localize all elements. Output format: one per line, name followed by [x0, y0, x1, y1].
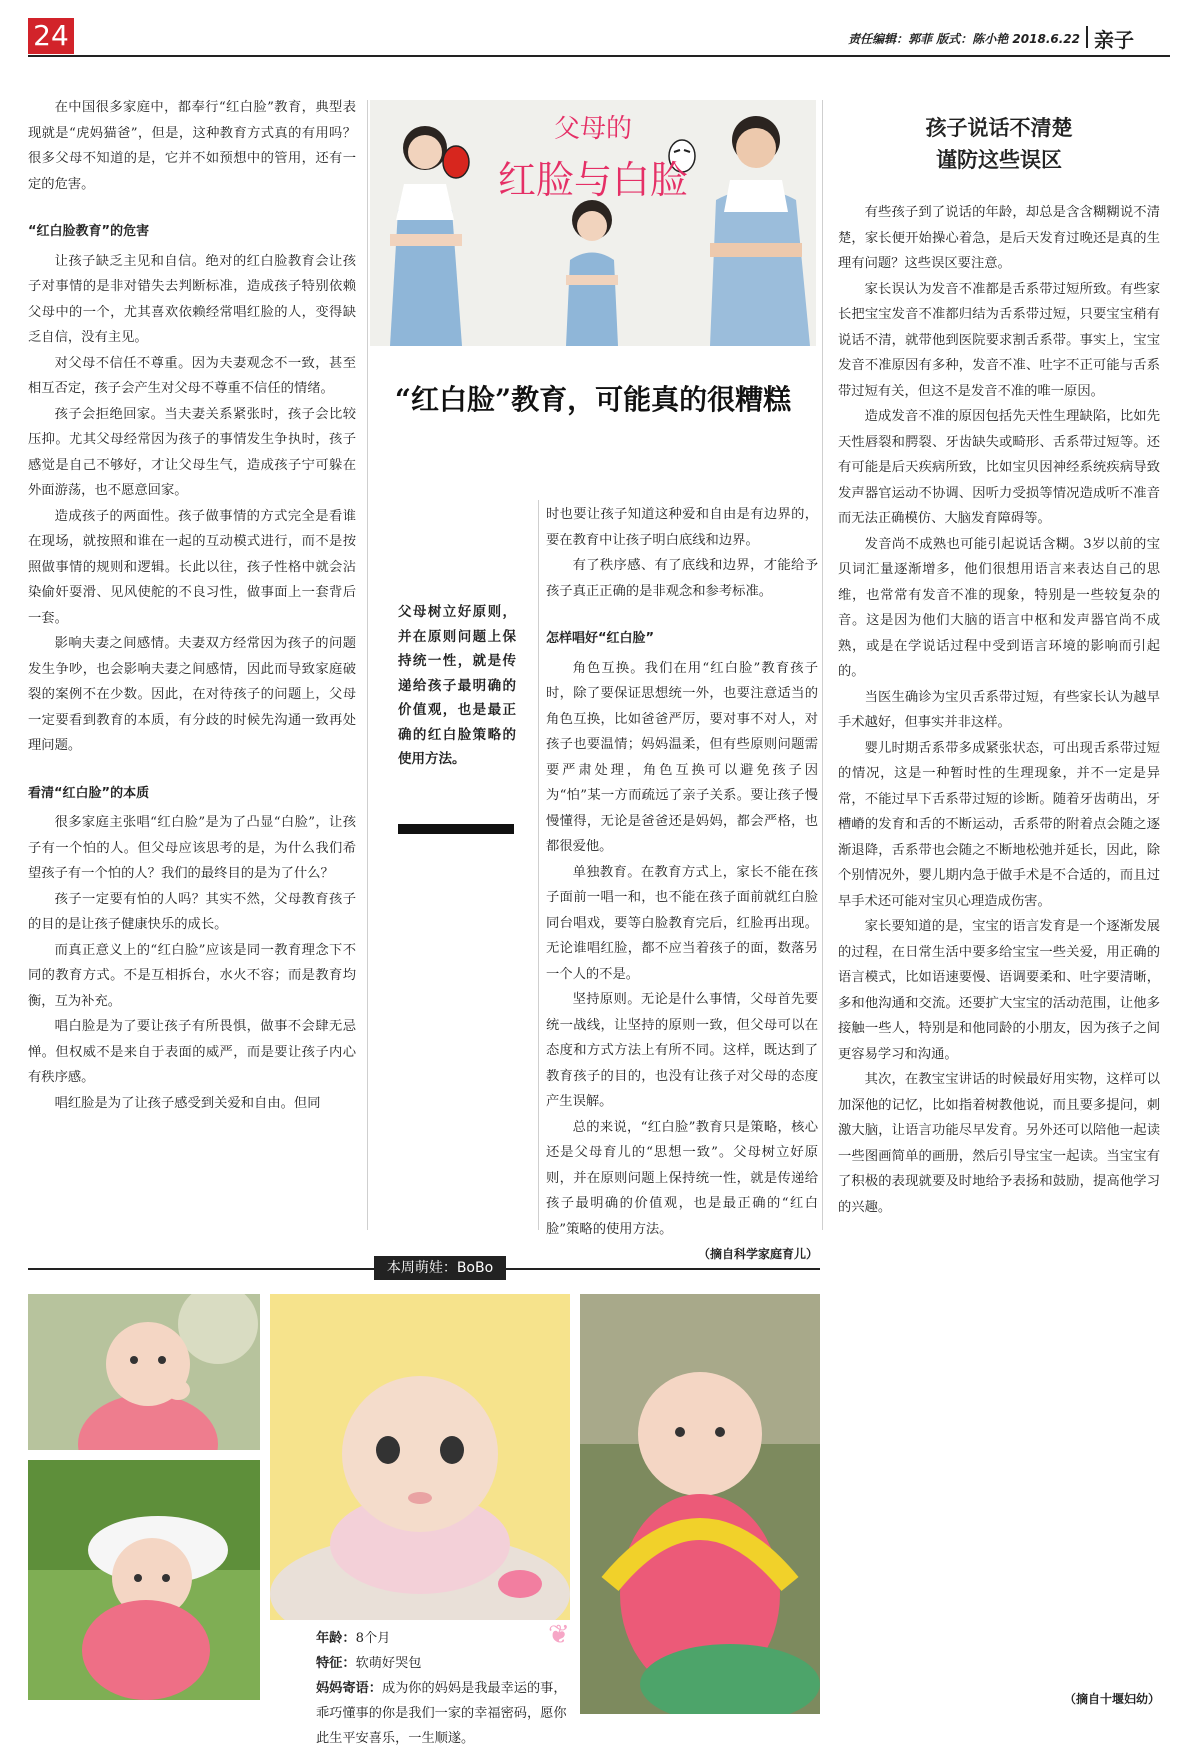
- paragraph: 发音尚不成熟也可能引起说话含糊。3岁以前的宝贝词汇量逐渐增多，他们很想用语言来表达自己的思维，也常常有发音不准的现象，特别是一些较复杂的音。这是因为他们大脑的语言中枢和发声器官尚不成熟，或是在学说话过程中受到语言环境的影响而引起的。: [838, 536, 1160, 679]
- paragraph: 影响夫妻之间感情。夫妻双方经常因为孩子的问题发生争吵，也会影响夫妻之间感情，因此而导致家庭破裂的案例不在少数。因此，在对待孩子的问题上，父母一定要看到教育的本质，有分歧的时候先沟通一致再处理问题。: [28, 636, 356, 753]
- paragraph: 其次，在教宝宝讲话的时候最好用实物，这样可以加深他的记忆，比如指着树教他说，而且要多提问，刺激大脑，让语言功能尽早发育。另外还可以陪他一起读一些图画简单的画册，然后引导宝宝一起读。当宝宝有了积极的表现就要及时地给予表扬和鼓励，提高他学习的兴趣。: [838, 1072, 1160, 1215]
- baby-photo-3: [270, 1294, 570, 1620]
- paragraph: 唱红脸是为了让孩子感受到关爱和自由。但同: [54, 1095, 321, 1111]
- paragraph: 对父母不信任不尊重。因为夫妻观念不一致，甚至相互否定，孩子会产生对父母不尊重不信任的情绪。: [28, 355, 356, 396]
- column-divider: [822, 100, 823, 1230]
- paragraph: 家长要知道的是，宝宝的语言发育是一个逐渐发展的过程，在日常生活中要多给宝宝一些关爱，用正确的语言模式，比如语速要慢、语调要柔和、吐字要清晰，多和他沟通和交流。还要扩大宝宝的活动范围，让他多接触一些人，特别是和他同龄的小朋友，因为孩子之间更容易学习和沟通。: [838, 919, 1160, 1062]
- mom-message: 妈妈寄语：成为你的妈妈是我最幸运的事，乖巧懂事的你是我们一家的幸福密码，愿你此生平安喜乐，一生顺遂。: [316, 1681, 567, 1746]
- page-number: 24: [28, 18, 74, 54]
- baby-photo-1: [28, 1294, 260, 1450]
- paragraph: 坚持原则。无论是什么事情，父母首先要统一战线，让坚持的原则一致，但父母可以在态度和方式方法上有所不同。这样，既达到了教育孩子的目的，也没有让孩子对父母的态度产生误解。: [546, 992, 818, 1109]
- section-heading-harm: “红白脸教育”的危害: [28, 224, 150, 239]
- side-article-title: [838, 112, 1160, 176]
- paragraph: 时也要让孩子知道这种爱和自由是有边界的，要在教育中让孩子明白底线和边界。: [546, 507, 818, 548]
- main-article-column-1: [28, 95, 356, 1116]
- hero-title: [370, 108, 816, 204]
- paragraph: 造成孩子的两面性。孩子做事情的方式完全是看谁在现场，就按照和谁在一起的互动模式进行，而不是按照做事情的规则和逻辑。长此以往，孩子性格中就会沾染偷奸耍滑、见风使舵的不良习性，做事面上一套背后一套。: [28, 508, 356, 626]
- baby-info: [316, 1626, 568, 1751]
- paragraph: 唱白脸是为了要让孩子有所畏惧，做事不会肆无忌惮。但权威不是来自于表面的威严，而是要让孩子内心有秩序感。: [28, 1019, 356, 1085]
- side-article-body: [838, 200, 1160, 1220]
- bobo-section-label: 本周萌娃：BoBo: [374, 1256, 506, 1280]
- paragraph: 家长误认为发音不准都是舌系带过短所致。有些家长把宝宝发音不准都归结为舌系带过短，只要宝宝稍有说话不清，就带他到医院要求割舌系带。事实上，宝宝发音不准原因有多种，发音不准、吐字不正可能与舌系带过短有关，但这不是发音不准的唯一原因。: [838, 281, 1160, 399]
- column-divider: [367, 100, 368, 1230]
- baby-photo-2: [28, 1460, 260, 1700]
- paragraph: 有些孩子到了说话的年龄，却总是含含糊糊说不清楚，家长便开始操心着急，是后天发育过晚还是真的生理有问题？这些误区要注意。: [838, 205, 1160, 271]
- column-divider: [538, 500, 539, 1230]
- baby-age: 年龄：8个月: [316, 1631, 391, 1646]
- pull-quote: 父母树立好原则，并在原则问题上保持统一性，就是传递给孩子最明确的价值观，也是最正确的红白脸策略的使用方法。: [398, 604, 516, 767]
- baby-trait: 特征：软萌好哭包: [316, 1656, 422, 1671]
- baby-photo-4: [580, 1294, 820, 1714]
- paragraph: 造成发音不准的原因包括先天性生理缺陷，比如先天性唇裂和腭裂、牙齿缺失或畸形、舌系带过短等。还有可能是后天疾病所致，比如宝贝因神经系统疾病导致发声器官运动不协调、因听力受损等情况造成听不准音而无法正确模仿、大脑发育障碍等。: [838, 409, 1160, 526]
- main-article-column-2: [546, 502, 818, 1268]
- cupid-icon: ❦: [548, 1620, 570, 1650]
- section-name: 亲子: [1094, 28, 1134, 52]
- paragraph: 让孩子缺乏主见和自信。绝对的红白脸教育会让孩子对事情的是非对错失去判断标准，造成孩子特别依赖父母中的一个，尤其喜欢依赖经常唱红脸的人，变得缺乏自信，没有主见。: [28, 253, 356, 345]
- side-title-line-1: 孩子说话不清楚: [925, 115, 1073, 140]
- hero-title-line-2: 红脸与白脸: [497, 158, 688, 202]
- paragraph: 而真正意义上的“红白脸”应该是同一教育理念下不同的教育方式。不是互相拆台，水火不容；而是教育均衡，互为补充。: [28, 942, 356, 1009]
- header-separator: [1086, 26, 1088, 48]
- paragraph: 有了秩序感、有了底线和边界，才能给予孩子真正正确的是非观念和参考标准。: [546, 558, 818, 599]
- paragraph: 当医生确诊为宝贝舌系带过短，有些家长认为越早手术越好，但事实并非这样。: [838, 689, 1160, 730]
- paragraph: 孩子会拒绝回家。当夫妻关系紧张时，孩子会比较压抑。尤其父母经常因为孩子的事情发生争执时，孩子感觉是自己不够好，才让父母生气，造成孩子宁可躲在外面游荡，也不愿意回家。: [28, 406, 356, 498]
- paragraph: 很多家庭主张唱“红白脸”是为了凸显“白脸”，让孩子有一个怕的人。但父母应该思考的是，为什么我们希望孩子有一个怕的人？我们的最终目的是为了什么？: [28, 815, 356, 881]
- main-headline: “红白脸”教育，可能真的很糟糕: [394, 383, 792, 416]
- pull-quote-bar: [398, 824, 514, 834]
- paragraph: 婴儿时期舌系带多成紧张状态，可出现舌系带过短的情况，这是一种暂时性的生理现象，并不一定是异常，不能过早下舌系带过短的诊断。随着牙齿萌出，牙槽嵴的发育和舌的不断运动，舌系带的附着点会随之逐渐退降，舌系带也会随之不断地松弛并延长，因此，除个别情况外，婴儿期内急于做手术是不合适的，而且过早手术还可能对宝贝心理造成伤害。: [838, 740, 1160, 909]
- section-heading-essence: 看清“红白脸”的本质: [28, 785, 150, 801]
- paragraph: 孩子一定要有怕的人吗？其实不然，父母教育孩子的目的是让孩子健康快乐的成长。: [28, 891, 356, 932]
- hero-illustration: [370, 100, 816, 346]
- editor-credits: 责任编辑：郭菲 版式：陈小艳 2018.6.22: [848, 32, 1080, 46]
- section-heading-how: 怎样唱好“红白脸”: [546, 631, 655, 646]
- paragraph: 角色互换。我们在用“红白脸”教育孩子时，除了要保证思想统一外，也要注意适当的角色互换，比如爸爸严厉，要对事不对人，对孩子也要温情；妈妈温柔，但有些原则问题需要严肃处理，角色互换可以避免孩子因为“怕”某一方而疏远了亲子关系。要让孩子慢慢懂得，无论是爸爸还是妈妈，都会严格，也都很爱他。: [546, 660, 818, 854]
- intro-paragraph: 在中国很多家庭中，都奉行“红白脸”教育，典型表现就是“虎妈猫爸”，但是，这种教育方式真的有用吗？很多父母不知道的是，它并不如预想中的管用，还有一定的危害。: [28, 100, 356, 192]
- paragraph: 单独教育。在教育方式上，家长不能在孩子面前一唱一和，也不能在孩子面前就红白脸同台唱戏，要等白脸教育完后，红脸再出现。无论谁唱红脸，都不应当着孩子的面，数落另一个人的不是。: [546, 864, 818, 982]
- side-title-line-2: 谨防这些误区: [936, 147, 1062, 172]
- article-source: （摘自科学家庭育儿）: [697, 1247, 818, 1261]
- side-article-source: （摘自十堰妇幼）: [1063, 1692, 1160, 1706]
- hero-title-line-1: 父母的: [553, 114, 632, 144]
- paragraph: 总的来说，“红白脸”教育只是策略，核心还是父母育儿的“思想一致”。父母树立好原则，并在原则问题上保持统一性，就是传递给孩子最明确的价值观，也是最正确的“红白脸”策略的使用方法。: [546, 1119, 818, 1237]
- header-rule: [28, 55, 1170, 57]
